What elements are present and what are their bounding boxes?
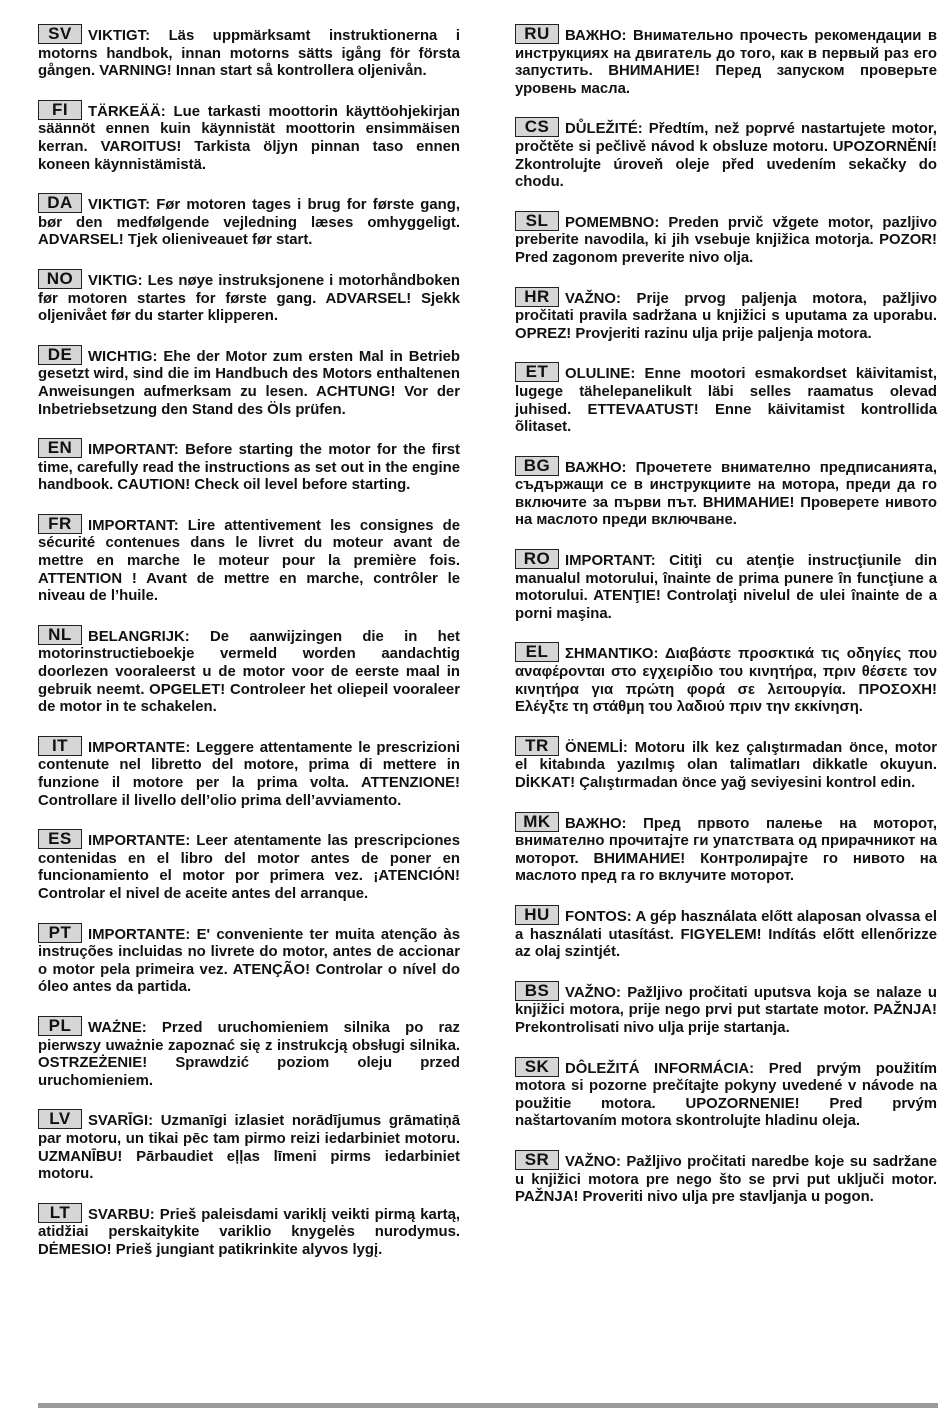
notice-hu bbox=[515, 905, 937, 962]
notice-text: BELANGRIJK: De aanwijzingen die in het motorinstructieboekje vermeld worden aandachtig doorlezen vooraleerst u de motor voor de eerste maal in gebruik neemt. OPGELET! Controleer het oliepeil vooraleer de motor in te schakelen. bbox=[38, 628, 460, 716]
notice-text: IMPORTANT: Lire attentivement les consignes de sécurité contenues dans le livret du moteur avant de mettre en marche le moteur pour la première fois. ATTENTION ! Avant de mettre en marche, contrôler le niveau de l’huile. bbox=[38, 517, 460, 605]
notice-text: OLULINE: Enne mootori esmakordset käivitamist, lugege tähelepanelikult läbi selles raamatus olevad juhised. ETTEVAATUST! Enne käivitamist kontrollida õlitaset. bbox=[515, 366, 937, 436]
notice-text: IMPORTANTE: E' conveniente ter muita atenção às instruções incluidas no livrete do motor, antes de accionar o motor pela primeira vez. ATENÇÃO! Controlar o nível do óleo antes da partida. bbox=[38, 926, 460, 996]
language-badge: NO bbox=[38, 269, 82, 289]
notice-el bbox=[515, 642, 937, 716]
notice-fi bbox=[38, 100, 460, 174]
language-badge: TR bbox=[515, 736, 559, 756]
notice-nl bbox=[38, 625, 460, 717]
notice-sv bbox=[38, 24, 460, 81]
language-badge: SL bbox=[515, 211, 559, 231]
language-badge: PL bbox=[38, 1016, 82, 1036]
notice-ru bbox=[515, 24, 937, 98]
notice-text: TÄRKEÄÄ: Lue tarkasti moottorin käyttöohjekirjan säännöt ennen kuin käynnistät moottorin ensimmäisen kerran. VAROITUS! Tarkista öljyn pinnan taso ennen koneen käynnistämistä. bbox=[38, 103, 460, 173]
notice-text: DŮLEŽITÉ: Předtím, než poprvé nastartujete motor, pročtěte si pečlivě návod k obsluze motoru. UPOZORNĚNÍ! Zkontrolujte úroveň oleje před uvedením sekačky do chodu. bbox=[515, 121, 937, 191]
notice-tr bbox=[515, 736, 937, 793]
notice-hr bbox=[515, 287, 937, 344]
notice-da bbox=[38, 193, 460, 250]
language-badge: SK bbox=[515, 1057, 559, 1077]
left-column bbox=[38, 24, 460, 1278]
language-badge: LV bbox=[38, 1109, 82, 1129]
notice-cs bbox=[515, 117, 937, 191]
notice-text: WAŻNE: Przed uruchomieniem silnika po raz pierwszy uważnie zapoznać się z instrukcją obsługi silnika. OSTRZEŻENIE! Sprawdzić poziom oleju przed uruchomieniem. bbox=[38, 1019, 460, 1089]
notice-text: VIKTIG: Les nøye instruksjonene i motorhåndboken før motoren startes for første gang. ADVARSEL! Sjekk oljenivået før du starter klipperen. bbox=[38, 272, 460, 325]
bottom-rule bbox=[38, 1403, 938, 1408]
notice-no bbox=[38, 269, 460, 326]
language-badge: DA bbox=[38, 193, 82, 213]
language-badge: CS bbox=[515, 117, 559, 137]
notice-en bbox=[38, 438, 460, 495]
notice-pt bbox=[38, 923, 460, 997]
notice-it bbox=[38, 736, 460, 810]
notice-text: ΣΗΜΑΝΤΙΚΟ: Διαβάστε προσκτικά τις οδηγίες που αναφέρονται στο εγχειρίδιο του κινητήρα, πριν θέσετε τον κινητήρα για πρώτη φορά σε λειτουργία. ΠΡΟΣΟΧΗ! Ελέγξτε τη στάθμη του λαδιού πριν την εκκίνηση. bbox=[515, 646, 937, 716]
notice-text: ÖNEMLİ: Motoru ilk kez çalıştırmadan önce, motor el kitabında yazılmış olan talimatları dikkatle okuyun. DİKKAT! Çalıştırmadan önce yağ seviyesini kontrol edin. bbox=[515, 739, 937, 791]
language-badge: ET bbox=[515, 362, 559, 382]
notice-fr bbox=[38, 514, 460, 606]
language-badge: RO bbox=[515, 549, 559, 569]
language-badge: SV bbox=[38, 24, 82, 44]
language-badge: LT bbox=[38, 1203, 82, 1223]
notice-ro bbox=[515, 549, 937, 623]
language-badge: NL bbox=[38, 625, 82, 645]
notice-et bbox=[515, 362, 937, 436]
notice-lv bbox=[38, 1109, 460, 1183]
notice-text: ВАЖНО: Прочетете внимателно предписанията, съдържащи се в инструкциите на мотора, преди да го включите за първи път. ВНИМАНИЕ! Проверете нивото на маслото преди включване. bbox=[515, 459, 937, 529]
language-badge: RU bbox=[515, 24, 559, 44]
language-badge: HU bbox=[515, 905, 559, 925]
language-badge: FR bbox=[38, 514, 82, 534]
notice-bg bbox=[515, 456, 937, 530]
notice-text: IMPORTANTE: Leggere attentamente le prescrizioni contenute nel libretto del motore, prima di mettere in funzione il motore per la prima volta. ATTENZIONE! Controllare il livello dell’olio prima dell’avviamento. bbox=[38, 739, 460, 809]
notice-text: SVARBU: Prieš paleisdami variklį veikti pirmą kartą, atidžiai perskaitykite variklio knygelės nurodymus. DĖMESIO! Prieš jungiant patikrinkite alyvos lygį. bbox=[38, 1206, 460, 1258]
notice-text: VAŽNO: Pažljivo pročitati uputsva koja se nalaze u knjižici motora, prije nego prvi put startate motor. PAŽNJA! Prekontrolisati nivo ulja prije startanja. bbox=[515, 984, 937, 1036]
language-badge: EL bbox=[515, 642, 559, 662]
language-badge: HR bbox=[515, 287, 559, 307]
notice-text: IMPORTANTE: Leer atentamente las prescripciones contenidas en el libro del motor antes de poner en funcionamiento el motor por primera vez. ¡ATENCIÓN! Controlar el nivel de aceite antes del arranque. bbox=[38, 833, 460, 902]
notice-pl bbox=[38, 1016, 460, 1090]
notice-text: VIKTIGT: Før motoren tages i brug for første gang, bør den medfølgende vejledning læses omhyggeligt. ADVARSEL! Tjek olieniveauet før start. bbox=[38, 197, 460, 249]
language-badge: BG bbox=[515, 456, 559, 476]
notice-text: VAŽNO: Pažljivo pročitati naredbe koje su sadržane u knjižici motora pre nego što se prvi put uključi motor. PAŽNJA! Proveriti nivo ulja pre stavljanja u pogon. bbox=[515, 1153, 937, 1206]
notice-de bbox=[38, 345, 460, 419]
notice-sr bbox=[515, 1150, 937, 1207]
language-badge: ES bbox=[38, 829, 82, 849]
notice-mk bbox=[515, 812, 937, 886]
notice-text: FONTOS: A gép használata előtt alaposan olvassa el a használati utasítást. FIGYELEM! Indítás előtt ellenőrizze az olaj szintjét. bbox=[515, 908, 937, 961]
notice-text: POMEMBNO: Preden prvič vžgete motor, pazljivo preberite navodila, ki jih vsebuje knjižica motorja. POZOR! Pred zagonom preverite nivo olja. bbox=[515, 214, 937, 266]
notice-text: DÔLEŽITÁ INFORMÁCIA: Pred prvým použitím motora si pozorne prečítajte pokyny uvedené v návode na použitie motora. UPOZORNENIE! Pred prvým naštartovaním motora skontrolujte hladinu oleja. bbox=[515, 1060, 937, 1130]
notice-text: IMPORTANT: Citiţi cu atenţie instrucţiunile din manualul motorului, înainte de prima punere în funcţiune a motorului. ATENŢIE! Controlaţi nivelul de ulei înainte de a porni maşina. bbox=[515, 553, 937, 622]
notice-text: VAŽNO: Prije prvog paljenja motora, pažljivo pročitati pravila sadržana u knjižici s uputama za uporabu. OPREZ! Provjeriti razinu ulja prije paljenja motora. bbox=[515, 290, 937, 342]
notice-text: WICHTIG: Ehe der Motor zum ersten Mal in Betrieb gesetzt wird, sind die im Handbuch des Motors enthaltenen Anweisungen aufmerksam zu lesen. ACHTUNG! Vor der Inbetriebsetzung den Stand des Öls prüfen. bbox=[38, 348, 460, 418]
language-badge: MK bbox=[515, 812, 559, 832]
notice-sl bbox=[515, 211, 937, 268]
language-badge: EN bbox=[38, 438, 82, 458]
notice-text: SVARĪGI: Uzmanīgi izlasiet norādījumus grāmatiņā par motoru, un tikai pēc tam pirmo reizi iedarbiniet motoru. UZMANĪBU! Pārbaudiet eļļas līmeni pirms iedarbiniet motoru. bbox=[38, 1113, 460, 1183]
language-badge: DE bbox=[38, 345, 82, 365]
language-badge: IT bbox=[38, 736, 82, 756]
notice-es bbox=[38, 829, 460, 903]
language-badge: PT bbox=[38, 923, 82, 943]
language-badge: BS bbox=[515, 981, 559, 1001]
notice-bs bbox=[515, 981, 937, 1038]
notice-lt bbox=[38, 1203, 460, 1260]
notice-sk bbox=[515, 1057, 937, 1131]
notice-text: ВАЖНО: Пред првото палење на моторот, внимателно прочитајте ги упатствата од прирачникот на моторот. ВНИМАНИЕ! Контролирајте го нивото на маслото пред га го вклучите моторот. bbox=[515, 815, 937, 885]
right-column bbox=[515, 24, 937, 1226]
notice-text: IMPORTANT: Before starting the motor for the first time, carefully read the instructions as set out in the engine handbook. CAUTION! Check oil level before starting. bbox=[38, 442, 460, 494]
notice-text: VIKTIGT: Läs uppmärksamt instruktionerna i motorns handbok, innan motorns sätts igång för första gången. VARNING! Innan start så kontrollera oljenivån. bbox=[38, 28, 460, 80]
language-badge: SR bbox=[515, 1150, 559, 1170]
language-badge: FI bbox=[38, 100, 82, 120]
notice-text: ВАЖНО: Внимательно прочесть рекомендации в инструкциях на двигатель до того, как в первый раз его запустить. ВНИМАНИЕ! Перед запуском проверьте уровень масла. bbox=[515, 28, 937, 97]
